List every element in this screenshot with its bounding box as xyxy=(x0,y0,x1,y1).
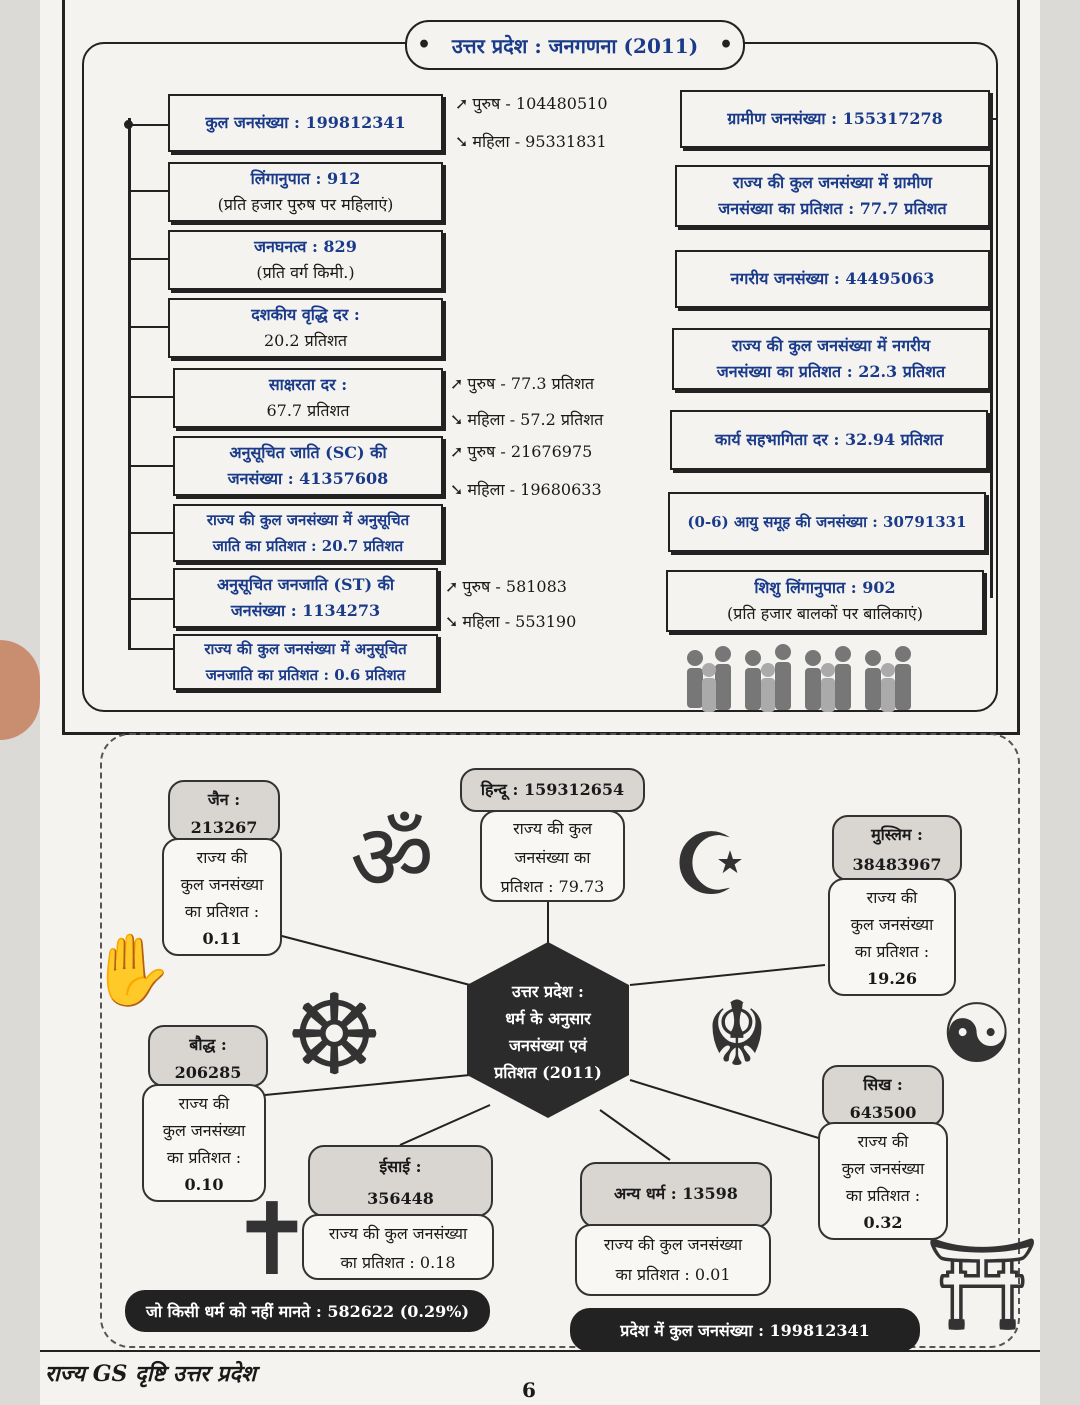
st-pct-label: राज्य की कुल जनसंख्या में अनुसूचित xyxy=(204,640,407,658)
work-participation: कार्य सहभागिता दर : 32.94 प्रतिशत xyxy=(714,430,944,449)
literacy-male: ➚ पुरुष - 77.3 प्रतिशत xyxy=(450,374,594,393)
footer-rule xyxy=(40,1350,1040,1352)
torii-icon: ⛩ xyxy=(925,1232,1040,1337)
sikh-detail: राज्य की कुल जनसंख्या का प्रतिशत : 0.32 xyxy=(818,1122,948,1240)
center-hexagon xyxy=(463,940,633,1120)
muslim-head: मुस्लिम : 38483967 xyxy=(832,815,962,881)
cross-icon: ✝ xyxy=(230,1181,314,1298)
literacy-label: साक्षरता दर : xyxy=(268,375,348,394)
child-ratio: शिशु लिंगानुपात : 902 xyxy=(754,578,896,597)
st-male: ➚ पुरुष - 581083 xyxy=(445,577,567,596)
sc-pct-label: राज्य की कुल जनसंख्या में अनुसूचित xyxy=(206,511,410,529)
other-head: अन्य धर्म : 13598 xyxy=(580,1162,772,1228)
urban-pct-label: राज्य की कुल जनसंख्या में नगरीय xyxy=(731,336,931,355)
hindu-head: हिन्दू : 159312654 xyxy=(460,768,645,812)
christian-detail: राज्य की कुल जनसंख्या का प्रतिशत : 0.18 xyxy=(302,1214,494,1280)
buddh-detail: राज्य की कुल जनसंख्या का प्रतिशत : 0.10 xyxy=(142,1084,266,1202)
jain-head: जैन : 213267 xyxy=(168,780,280,842)
sex-ratio: लिंगानुपात : 912 xyxy=(250,169,361,188)
sc-pct-value: जाति का प्रतिशत : 20.7 प्रतिशत xyxy=(212,537,404,555)
total-population-bar: प्रदेश में कुल जनसंख्या : 199812341 xyxy=(570,1308,920,1352)
page-number: 6 xyxy=(522,1378,536,1402)
urban-population: नगरीय जनसंख्या : 44495063 xyxy=(730,269,935,288)
rural-pct-label: राज्य की कुल जनसंख्या में ग्रामीण xyxy=(733,173,932,192)
density-note: (प्रति वर्ग किमी.) xyxy=(256,263,355,282)
sc-label: अनुसूचित जाति (SC) की xyxy=(229,443,387,462)
jain-hand-icon: ✋ xyxy=(88,929,176,1011)
st-label: अनुसूचित जनजाति (ST) की xyxy=(216,575,395,594)
christian-head: ईसाई : 356448 xyxy=(308,1145,493,1217)
muslim-detail: राज्य की कुल जनसंख्या का प्रतिशत : 19.26 xyxy=(828,878,956,996)
urban-pct-value: जनसंख्या का प्रतिशत : 22.3 प्रतिशत xyxy=(716,362,946,381)
st-pct-value: जनजाति का प्रतिशत : 0.6 प्रतिशत xyxy=(205,666,406,684)
other-detail: राज्य की कुल जनसंख्या का प्रतिशत : 0.01 xyxy=(575,1224,771,1296)
sikh-head: सिख : 643500 xyxy=(822,1065,944,1127)
census-title: • उत्तर प्रदेश : जनगणना (2011) • xyxy=(405,20,745,70)
sex-ratio-note: (प्रति हजार पुरुष पर महिलाएं) xyxy=(217,195,394,214)
total-male: ➚ पुरुष - 104480510 xyxy=(455,94,608,113)
om-icon: ॐ xyxy=(350,804,434,911)
growth-value: 20.2 प्रतिशत xyxy=(263,331,348,350)
st-female: ➘ महिला - 553190 xyxy=(445,612,577,631)
literacy-female: ➘ महिला - 57.2 प्रतिशत xyxy=(450,410,604,429)
yin-yang-icon: ☯ xyxy=(940,987,1014,1082)
sc-population: जनसंख्या : 41357608 xyxy=(227,469,389,488)
center-title: उत्तर प्रदेश : धर्म के अनुसार जनसंख्या एवं प्रतिशत (2011) xyxy=(494,982,602,1082)
dharma-wheel-icon: ☸ xyxy=(285,971,384,1099)
total-female: ➘ महिला - 95331831 xyxy=(455,132,607,151)
khanda-icon: ☬ xyxy=(705,982,769,1087)
total-population: कुल जनसंख्या : 199812341 xyxy=(205,113,406,132)
rural-pct-value: जनसंख्या का प्रतिशत : 77.7 प्रतिशत xyxy=(718,199,947,218)
hindu-detail: राज्य की कुल जनसंख्या का प्रतिशत : 79.73 xyxy=(480,810,625,902)
no-religion-bar: जो किसी धर्म को नहीं मानते : 582622 (0.29%) xyxy=(125,1290,490,1332)
literacy-value: 67.7 प्रतिशत xyxy=(266,401,350,420)
st-population: जनसंख्या : 1134273 xyxy=(230,601,381,620)
sc-male: ➚ पुरुष - 21676975 xyxy=(450,442,593,461)
jain-detail: राज्य की कुल जनसंख्या का प्रतिशत : 0.11 xyxy=(162,838,282,956)
rural-population: ग्रामीण जनसंख्या : 155317278 xyxy=(727,109,943,128)
sc-female: ➘ महिला - 19680633 xyxy=(450,480,602,499)
buddh-head: बौद्ध : 206285 xyxy=(148,1025,268,1087)
density: जनघनत्व : 829 xyxy=(254,237,357,256)
child-ratio-note: (प्रति हजार बालकों पर बालिकाएं) xyxy=(727,604,923,623)
book-title: राज्य GS दृष्टि उत्तर प्रदेश xyxy=(45,1361,256,1387)
growth-label: दशकीय वृद्धि दर : xyxy=(251,305,360,324)
crescent-icon: ☪ xyxy=(672,815,750,915)
age06-population: (0-6) आयु समूह की जनसंख्या : 30791331 xyxy=(687,513,967,531)
